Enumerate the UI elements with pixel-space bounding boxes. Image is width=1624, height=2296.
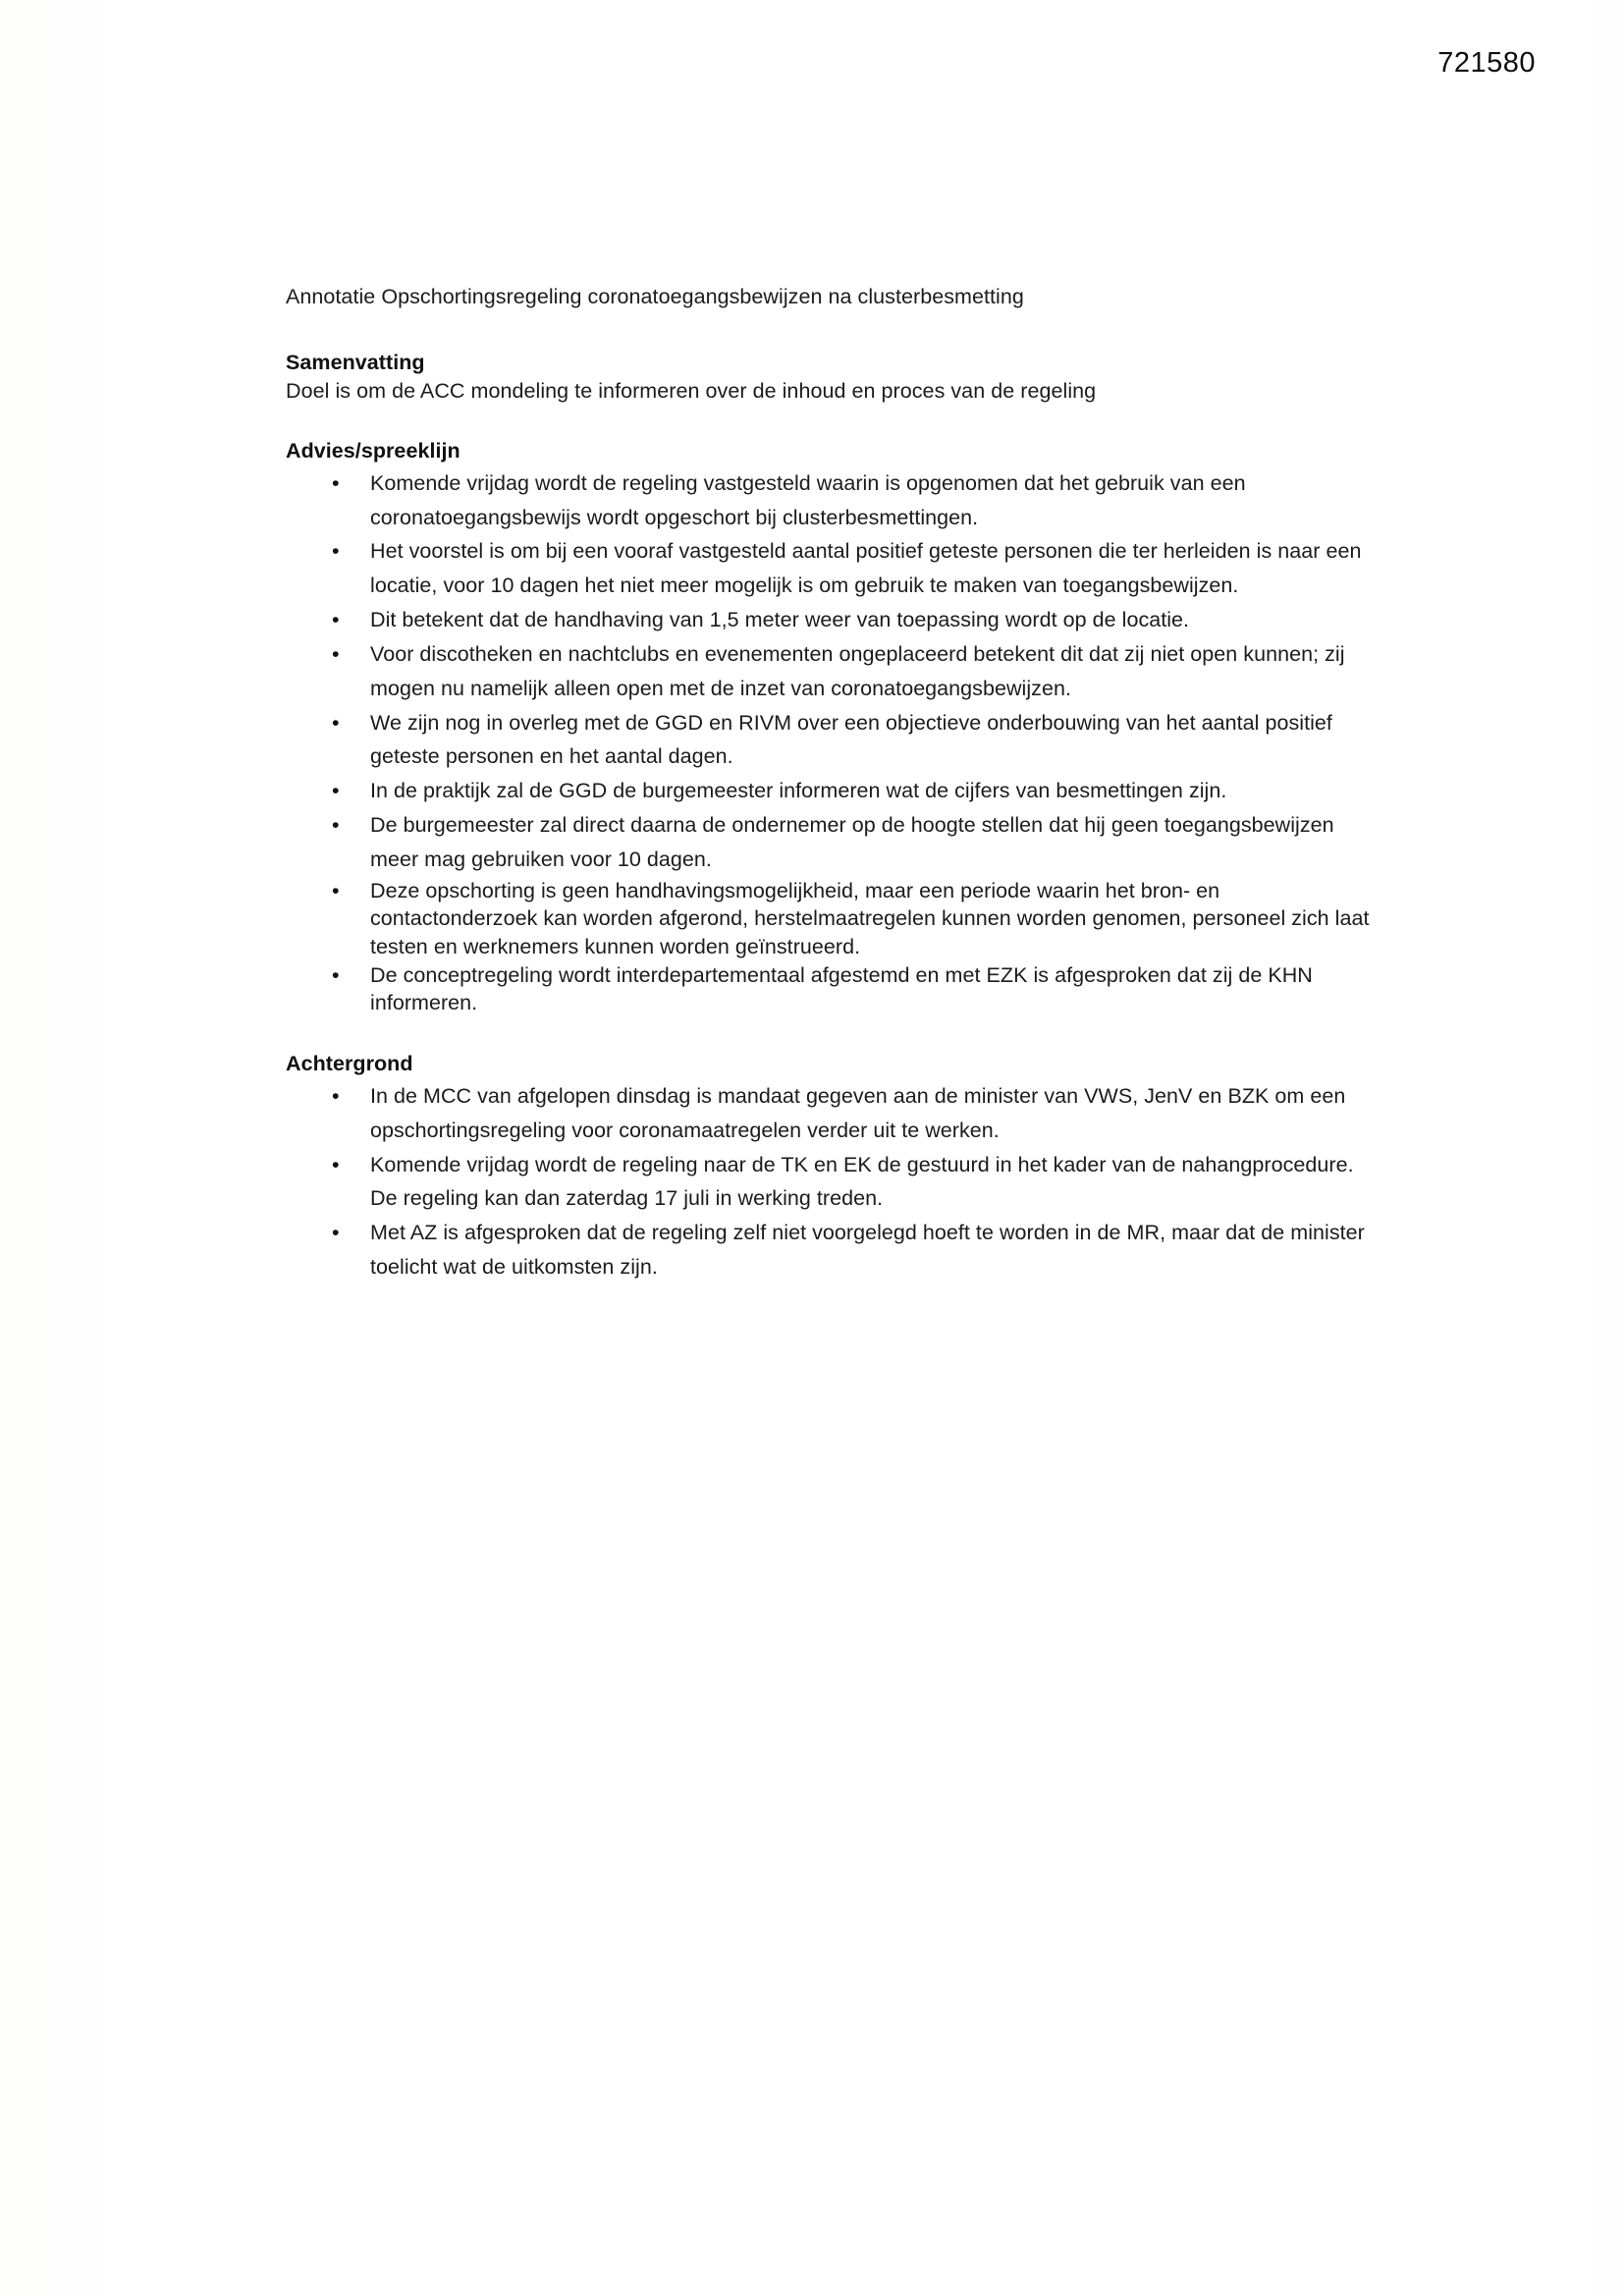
bullet-text: Voor discotheken en nachtclubs en evenementen ongeplaceerd betekent dit dat zij niet open kunnen; zij mogen nu namelijk alleen open met de inzet van coronatoegangsbewijzen.	[370, 641, 1345, 700]
bullet-text: In de MCC van afgelopen dinsdag is mandaat gegeven aan de minister van VWS, JenV en BZK om een opschortingsregeling voor coronamaatregelen verder uit te werken.	[370, 1083, 1346, 1142]
document-body	[286, 287, 1380, 1285]
bullet-dot-icon: •	[332, 608, 340, 632]
bullet-dot-icon: •	[332, 1152, 340, 1176]
bullet-dot-icon: •	[332, 779, 340, 803]
section	[286, 350, 1380, 405]
bullet-item	[286, 706, 1380, 775]
bullet-dot-icon: •	[332, 1221, 340, 1245]
bullet-text: De burgemeester zal direct daarna de ondernemer op de hoogte stellen dat hij geen toegangsbewijzen meer mag gebruiken voor 10 dagen.	[370, 813, 1334, 871]
bullet-dot-icon: •	[332, 539, 340, 564]
section	[286, 438, 1380, 1017]
bullet-text: Deze opschorting is geen handhavingsmogelijkheid, maar een periode waarin het bron- en contactonderzoek kan worden afgerond, herstelmaatregelen kunnen worden genomen, personeel zich laat testen en werknemers kunnen worden geïnstrueerd.	[370, 878, 1370, 958]
bullet-item	[286, 877, 1380, 961]
bullet-dot-icon: •	[332, 813, 340, 838]
page-right-edge-shading	[1585, 0, 1624, 2296]
bullet-item	[286, 961, 1380, 1017]
bullet-text: De conceptregeling wordt interdepartementaal afgestemd en met EZK is afgesproken dat zij de KHN informeren.	[370, 962, 1313, 1015]
sections-container	[286, 350, 1380, 1285]
section-heading: Samenvatting	[286, 350, 425, 374]
bullet-item	[286, 603, 1380, 637]
bullet-item	[286, 774, 1380, 808]
bullet-text: Komende vrijdag wordt de regeling naar de TK en EK de gestuurd in het kader van de nahangprocedure. De regeling kan dan zaterdag 17 juli in werking treden.	[370, 1152, 1354, 1211]
bullet-item	[286, 534, 1380, 603]
bullet-dot-icon: •	[332, 878, 340, 902]
bullet-dot-icon: •	[332, 641, 340, 666]
bullet-dot-icon: •	[332, 962, 340, 987]
bullet-text: In de praktijk zal de GGD de burgemeester informeren wat de cijfers van besmettingen zijn.	[370, 779, 1227, 803]
bullet-text: Met AZ is afgesproken dat de regeling zelf niet voorgelegd hoeft te worden in de MR, maar dat de minister toelicht wat de uitkomsten zijn.	[370, 1221, 1365, 1280]
bullet-text: Komende vrijdag wordt de regeling vastgesteld waarin is opgenomen dat het gebruik van een coronatoegangsbewijs wordt opgeschort bij clusterbesmettingen.	[370, 470, 1246, 529]
bullet-item	[286, 637, 1380, 706]
bullet-item	[286, 808, 1380, 877]
bullet-dot-icon: •	[332, 710, 340, 735]
section-heading: Advies/spreeklijn	[286, 438, 460, 463]
bullet-text: Dit betekent dat de handhaving van 1,5 meter weer van toepassing wordt op de locatie.	[370, 608, 1190, 632]
bullet-item	[286, 1216, 1380, 1285]
document-title: Annotatie Opschortingsregeling coronatoegangsbewijzen na clusterbesmetting	[286, 285, 1024, 308]
bullet-list	[286, 466, 1380, 1017]
bullet-text: We zijn nog in overleg met de GGD en RIVM over een objectieve onderbouwing van het aantal positief geteste personen en het aantal dagen.	[370, 710, 1332, 769]
bullet-text: Het voorstel is om bij een vooraf vastgesteld aantal positief geteste personen die ter herleiden is naar een locatie, voor 10 dagen het niet meer mogelijk is om gebruik te maken van toegangsbewijzen.	[370, 539, 1362, 598]
bullet-dot-icon: •	[332, 470, 340, 495]
bullet-dot-icon: •	[332, 1083, 340, 1108]
bullet-item	[286, 1148, 1380, 1217]
bullet-list	[286, 1079, 1380, 1285]
section	[286, 1051, 1380, 1285]
section-paragraph: Doel is om de ACC mondeling te informeren over de inhoud en proces van de regeling	[286, 378, 1097, 403]
page-left-edge-shading	[0, 0, 126, 2296]
bullet-item	[286, 1079, 1380, 1148]
bullet-item	[286, 466, 1380, 535]
section-heading: Achtergrond	[286, 1051, 413, 1075]
document-number: 721580	[1437, 47, 1536, 79]
